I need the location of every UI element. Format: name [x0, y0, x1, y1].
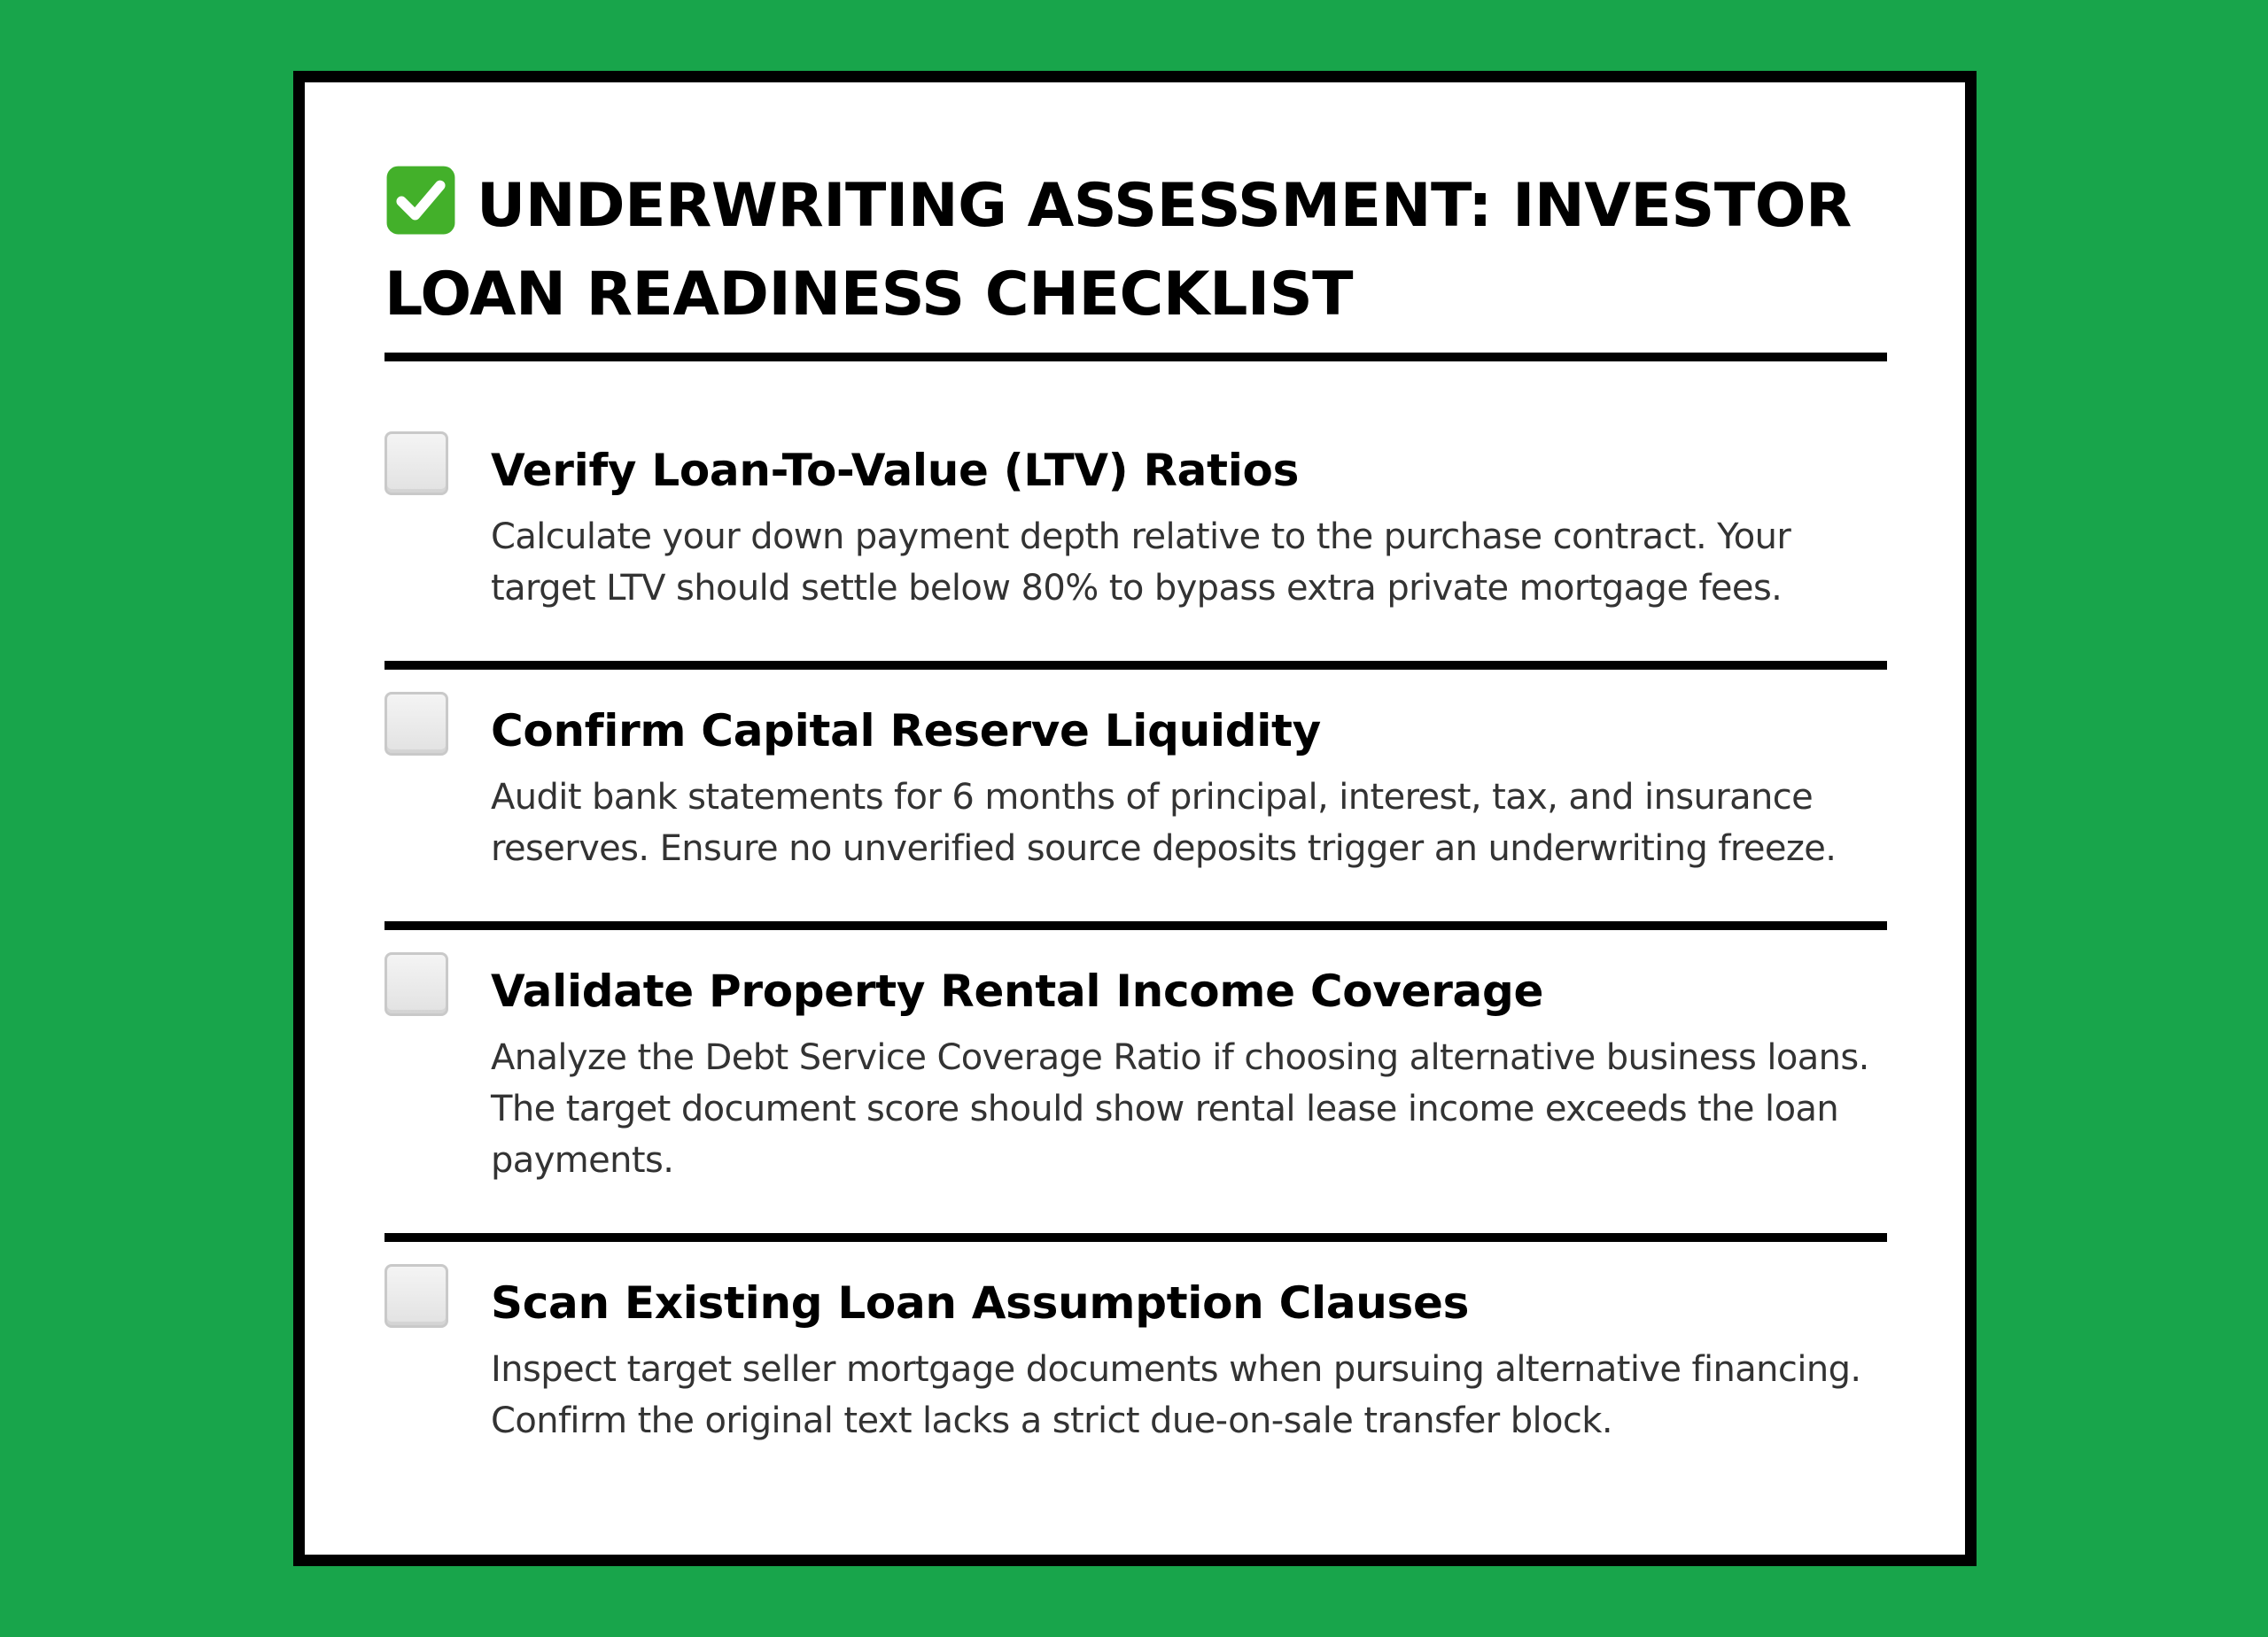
checklist-card: [293, 71, 1977, 1566]
checkbox-icon[interactable]: [384, 431, 448, 495]
item-description: Calculate your down payment depth relative to the purchase contract. Your target LTV should settle below 80% to bypass extra private mortgage fees.: [491, 516, 1791, 609]
check-mark-button-icon: [384, 164, 457, 237]
title-text: UNDERWRITING ASSESSMENT: INVESTOR LOAN READINESS CHECKLIST: [384, 171, 1852, 330]
item-description: Inspect target seller mortgage documents when pursuing alternative financing. Confirm the original text lacks a strict due-on-sale transfer block.: [491, 1349, 1861, 1441]
item-divider: [384, 921, 1887, 930]
page-title: [384, 162, 1887, 339]
checkbox-icon[interactable]: [384, 1264, 448, 1328]
item-description: Audit bank statements for 6 months of principal, interest, tax, and insurance reserves. Ensure no unverified source deposits trigger an underwriting freeze.: [491, 777, 1837, 869]
item-divider: [384, 661, 1887, 670]
item-title: Validate Property Rental Income Coverage: [491, 966, 1544, 1017]
checkbox-icon[interactable]: [384, 692, 448, 756]
item-title: Confirm Capital Reserve Liquidity: [491, 705, 1321, 756]
title-divider: [384, 353, 1887, 361]
item-description: Analyze the Debt Service Coverage Ratio if choosing alternative business loans. The target document score should show rental lease income exceeds the loan payments.: [491, 1037, 1869, 1181]
checkbox-icon[interactable]: [384, 952, 448, 1016]
item-title: Verify Loan-To-Value (LTV) Ratios: [491, 445, 1300, 496]
item-title: Scan Existing Loan Assumption Clauses: [491, 1277, 1470, 1329]
item-divider: [384, 1233, 1887, 1242]
